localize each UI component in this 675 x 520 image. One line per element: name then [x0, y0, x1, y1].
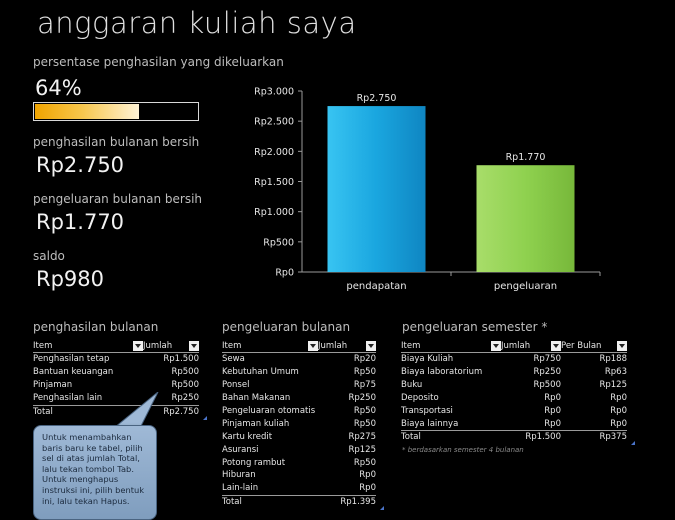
- percent-spent-value: 64%: [35, 76, 82, 100]
- y-tick-label: Rp3.000: [254, 86, 294, 98]
- amount-cell[interactable]: Rp50: [353, 367, 376, 378]
- table-row[interactable]: [401, 405, 627, 418]
- semester-table-title: pengeluaran semester *: [402, 320, 548, 334]
- amount-cell[interactable]: Rp500: [171, 380, 199, 391]
- column-header[interactable]: Per Bulan: [561, 341, 627, 351]
- balance-value: Rp980: [36, 267, 105, 291]
- item-cell[interactable]: Pinjaman kuliah: [222, 418, 290, 429]
- amount-cell[interactable]: Rp0: [544, 406, 561, 416]
- filter-dropdown-icon[interactable]: [308, 341, 318, 351]
- table-resize-handle[interactable]: [380, 506, 384, 510]
- item-cell[interactable]: Hiburan: [222, 470, 256, 481]
- table-row[interactable]: [33, 379, 199, 392]
- table-row[interactable]: [401, 392, 627, 405]
- column-header[interactable]: Jumlah: [501, 341, 561, 351]
- filter-dropdown-icon[interactable]: [617, 341, 627, 351]
- amount-cell[interactable]: Rp125: [599, 380, 627, 391]
- table-row[interactable]: [222, 443, 376, 456]
- income-table-title: penghasilan bulanan: [33, 320, 159, 334]
- item-cell[interactable]: Bantuan keuangan: [33, 367, 114, 378]
- item-cell[interactable]: Biaya laboratorium: [401, 367, 483, 378]
- table-row[interactable]: [222, 379, 376, 392]
- y-tick-label: Rp2.000: [254, 146, 294, 158]
- amount-cell[interactable]: Rp250: [171, 393, 199, 404]
- amount-cell[interactable]: Rp0: [610, 393, 627, 404]
- amount-cell[interactable]: Rp1.500: [163, 354, 199, 365]
- y-tick-label: Rp1.500: [254, 177, 294, 188]
- expense-table-title: pengeluaran bulanan: [222, 320, 351, 334]
- amount-cell[interactable]: Rp0: [610, 406, 627, 416]
- filter-dropdown-icon[interactable]: [491, 341, 501, 351]
- total-amount-cell[interactable]: Rp2.750: [163, 406, 199, 417]
- category-label-pengeluaran: pengeluaran: [493, 281, 558, 292]
- balance-label: saldo: [33, 249, 65, 263]
- item-cell[interactable]: Penghasilan lain: [33, 393, 103, 404]
- amount-cell[interactable]: Rp0: [544, 393, 561, 404]
- amount-cell[interactable]: Rp50: [353, 406, 376, 416]
- column-header[interactable]: Item: [33, 341, 143, 351]
- amount-cell[interactable]: Rp0: [359, 470, 376, 481]
- total-row[interactable]: [401, 430, 627, 443]
- item-cell[interactable]: Kartu kredit: [222, 431, 273, 442]
- item-cell[interactable]: Bahan Makanan: [222, 393, 291, 404]
- total-amount-cell[interactable]: Rp1.395: [340, 496, 376, 507]
- amount-cell[interactable]: Rp500: [171, 367, 199, 378]
- percent-spent-label: persentase penghasilan yang dikeluarkan: [33, 55, 284, 69]
- column-header[interactable]: Item: [222, 341, 318, 351]
- data-label-pendapatan: Rp2.750: [356, 93, 397, 105]
- table-header: [401, 340, 627, 353]
- table-resize-handle[interactable]: [631, 441, 635, 445]
- item-cell[interactable]: Transportasi: [401, 406, 453, 416]
- amount-cell[interactable]: Rp188: [599, 354, 627, 365]
- total-label-cell[interactable]: Total: [222, 496, 242, 507]
- net-income-value: Rp2.750: [36, 153, 125, 177]
- item-cell[interactable]: Biaya Kuliah: [401, 354, 454, 365]
- item-cell[interactable]: Kebutuhan Umum: [222, 367, 299, 378]
- y-tick-label: Rp2.500: [254, 116, 294, 128]
- bar-pengeluaran[interactable]: [477, 165, 575, 272]
- table-row[interactable]: [222, 469, 376, 482]
- amount-cell[interactable]: Rp63: [604, 367, 627, 378]
- y-tick-label: Rp500: [263, 237, 294, 249]
- amount-cell[interactable]: Rp500: [533, 380, 561, 391]
- net-expense-value: Rp1.770: [36, 210, 125, 234]
- table-header: [222, 340, 376, 353]
- filter-dropdown-icon[interactable]: [189, 341, 199, 351]
- data-label-pengeluaran: Rp1.770: [505, 152, 546, 164]
- table-row[interactable]: [222, 456, 376, 469]
- amount-cell[interactable]: Rp750: [533, 354, 561, 365]
- total-amount-cell[interactable]: Rp375: [599, 432, 627, 443]
- amount-cell[interactable]: Rp50: [353, 418, 376, 429]
- item-cell[interactable]: Pinjaman: [33, 380, 73, 391]
- table-row[interactable]: [401, 417, 627, 430]
- expense-table: [222, 340, 376, 508]
- instruction-callout[interactable]: Untuk menambahkan baris baru ke tabel, pilih sel di atas jumlah Total, lalu tekan tombol Tab. Untuk menghapus instruksi ini, pilih bentuk ini, lalu tekan Hapus.: [33, 425, 157, 520]
- percent-spent-bar-fill: [35, 104, 139, 119]
- amount-cell[interactable]: Rp275: [348, 431, 376, 442]
- table-row[interactable]: [401, 366, 627, 379]
- item-cell[interactable]: Ponsel: [222, 380, 250, 391]
- item-cell[interactable]: Penghasilan tetap: [33, 354, 110, 365]
- table-row[interactable]: [222, 430, 376, 443]
- table-row[interactable]: [33, 353, 199, 366]
- table-header: [33, 340, 199, 353]
- income-expense-chart[interactable]: [250, 80, 610, 300]
- item-cell[interactable]: Deposito: [401, 393, 439, 404]
- amount-cell[interactable]: Rp0: [359, 483, 376, 494]
- net-expense-label: pengeluaran bulanan bersih: [33, 192, 203, 206]
- table-row[interactable]: [401, 353, 627, 366]
- table-row[interactable]: [222, 366, 376, 379]
- table-row[interactable]: [222, 417, 376, 430]
- amount-cell[interactable]: Rp250: [348, 393, 376, 404]
- table-row[interactable]: [222, 482, 376, 495]
- amount-cell[interactable]: Rp20: [353, 354, 376, 365]
- table-row[interactable]: [222, 405, 376, 418]
- semester-footnote: * berdasarkan semester 4 bulanan: [402, 446, 524, 454]
- amount-cell[interactable]: Rp50: [353, 457, 376, 468]
- filter-dropdown-icon[interactable]: [133, 341, 143, 351]
- filter-dropdown-icon[interactable]: [366, 341, 376, 351]
- item-cell[interactable]: Buku: [401, 380, 423, 391]
- callout-pointer: [100, 392, 160, 428]
- item-cell[interactable]: Biaya lainnya: [401, 418, 459, 429]
- table-row[interactable]: [222, 392, 376, 405]
- amount-cell[interactable]: Rp125: [348, 444, 376, 455]
- item-cell[interactable]: Sewa: [222, 354, 245, 365]
- net-income-label: penghasilan bulanan bersih: [33, 135, 200, 149]
- total-row[interactable]: [222, 495, 376, 508]
- table-row[interactable]: [222, 353, 376, 366]
- y-tick-label: Rp0: [275, 267, 294, 279]
- total-label-cell[interactable]: Total: [401, 432, 421, 443]
- column-header[interactable]: Item: [401, 341, 501, 351]
- column-header[interactable]: Jumlah: [318, 341, 376, 351]
- item-cell[interactable]: Pengeluaran otomatis: [222, 406, 316, 416]
- table-row[interactable]: [33, 366, 199, 379]
- table-row[interactable]: [401, 379, 627, 392]
- column-header[interactable]: Jumlah: [143, 341, 199, 351]
- semester-table: [401, 340, 627, 443]
- page-title: anggaran kuliah saya: [37, 6, 357, 40]
- amount-cell[interactable]: Rp0: [544, 418, 561, 429]
- total-amount-cell[interactable]: Rp1.500: [525, 432, 561, 443]
- amount-cell[interactable]: Rp75: [353, 380, 376, 391]
- item-cell[interactable]: Lain-lain: [222, 483, 259, 494]
- filter-dropdown-icon[interactable]: [551, 341, 561, 351]
- item-cell[interactable]: Asuransi: [222, 444, 259, 455]
- item-cell[interactable]: Potong rambut: [222, 457, 286, 468]
- bar-pendapatan[interactable]: [328, 106, 426, 272]
- amount-cell[interactable]: Rp250: [533, 367, 561, 378]
- amount-cell[interactable]: Rp0: [610, 418, 627, 429]
- total-label-cell[interactable]: Total: [33, 406, 53, 417]
- category-label-pendapatan: pendapatan: [346, 281, 407, 292]
- y-tick-label: Rp1.000: [254, 207, 294, 219]
- table-resize-handle[interactable]: [203, 416, 207, 420]
- percent-spent-bar: [33, 102, 199, 121]
